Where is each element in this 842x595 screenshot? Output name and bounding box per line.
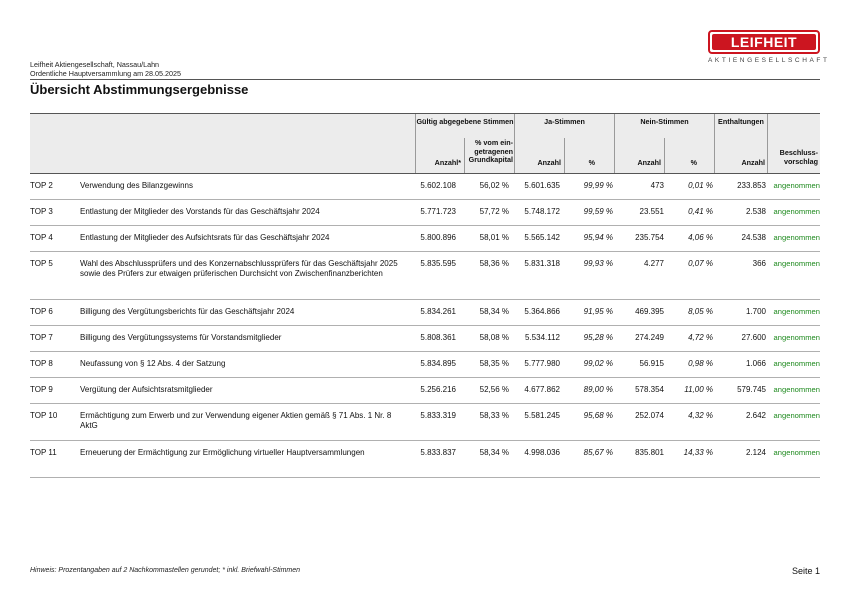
resolution-status: angenommen — [773, 233, 820, 242]
no-votes: 835.801 — [635, 448, 664, 457]
agenda-item-description: Billigung des Vergütungsberichts für das Geschäftsjahr 2024 — [80, 307, 295, 316]
agenda-item-number: TOP 9 — [30, 385, 53, 394]
no-votes: 578.354 — [635, 385, 664, 394]
header-beschluss: Beschluss-vorschlag — [779, 148, 818, 166]
valid-votes-capital-pct: 58,01 % — [479, 233, 509, 242]
valid-votes: 5.256.216 — [420, 385, 456, 394]
valid-votes: 5.834.261 — [420, 307, 456, 316]
header-enthaltungen: Enthaltungen — [718, 117, 764, 126]
yes-votes-pct: 99,99 % — [583, 181, 613, 190]
agenda-item-description: Billigung des Vergütungssystems für Vorstandsmitglieder — [80, 333, 282, 342]
logo-frame — [708, 30, 820, 54]
abstentions: 27.600 — [741, 333, 766, 342]
yes-votes-pct: 89,00 % — [583, 385, 613, 394]
yes-votes: 4.677.862 — [524, 385, 560, 394]
leifheit-logo — [708, 30, 830, 64]
valid-votes: 5.602.108 — [420, 181, 456, 190]
agenda-item-description: Vergütung der Aufsichtsratsmitglieder — [80, 385, 213, 394]
header-ja-pct: % — [588, 158, 595, 167]
no-votes-pct: 14,33 % — [683, 448, 713, 457]
header-nein-anzahl: Anzahl — [637, 158, 661, 167]
yes-votes-pct: 99,59 % — [583, 207, 613, 216]
valid-votes-capital-pct: 56,02 % — [479, 181, 509, 190]
valid-votes-capital-pct: 58,08 % — [479, 333, 509, 342]
no-votes: 23.551 — [639, 207, 664, 216]
header-pct-capital: % vom ein-getragenen Grundkapital — [468, 138, 513, 164]
resolution-status: angenommen — [773, 307, 820, 316]
logo-subtitle: AKTIENGESELLSCHAFT — [708, 57, 830, 64]
page-number: Seite 1 — [791, 566, 820, 576]
no-votes-pct: 0,98 % — [688, 359, 713, 368]
table-row — [30, 352, 820, 378]
table-row — [30, 441, 820, 478]
header-anzahl-star: Anzahl* — [434, 158, 461, 167]
abstentions: 366 — [752, 259, 766, 268]
column-divider — [564, 138, 565, 173]
table-row — [30, 174, 820, 200]
valid-votes: 5.833.837 — [420, 448, 456, 457]
agenda-item-description: Entlastung der Mitglieder des Aufsichtsrats für das Geschäftsjahr 2024 — [80, 233, 330, 242]
logo-wordmark: LEIFHEIT — [712, 34, 816, 50]
valid-votes: 5.833.319 — [420, 411, 456, 420]
yes-votes: 4.998.036 — [524, 448, 560, 457]
no-votes: 235.754 — [635, 233, 664, 242]
valid-votes: 5.808.361 — [420, 333, 456, 342]
header-enthaltungen-anzahl: Anzahl — [741, 158, 765, 167]
company-name: Leifheit Aktiengesellschaft, Nassau/Lahn — [30, 60, 160, 69]
abstentions: 233.853 — [737, 181, 766, 190]
yes-votes: 5.534.112 — [525, 333, 560, 342]
results-table — [30, 113, 820, 478]
abstentions: 1.700 — [745, 307, 766, 316]
agenda-item-number: TOP 8 — [30, 359, 53, 368]
no-votes-pct: 4,06 % — [688, 233, 713, 242]
agenda-item-number: TOP 4 — [30, 233, 53, 242]
footer-note: Hinweis: Prozentangaben auf 2 Nachkommastellen gerundet; * inkl. Briefwahl-Stimmen — [30, 567, 301, 574]
header-gueltig: Gültig abgegebene Stimmen — [416, 117, 514, 126]
resolution-status: angenommen — [773, 259, 820, 268]
agenda-item-number: TOP 6 — [30, 307, 53, 316]
yes-votes-pct: 99,02 % — [583, 359, 613, 368]
yes-votes: 5.601.635 — [524, 181, 560, 190]
table-body — [30, 174, 820, 478]
valid-votes: 5.835.595 — [420, 259, 456, 268]
no-votes: 4.277 — [643, 259, 664, 268]
abstentions: 2.124 — [745, 448, 766, 457]
table-row — [30, 404, 820, 441]
yes-votes-pct: 95,28 % — [583, 333, 613, 342]
abstentions: 2.642 — [745, 411, 766, 420]
column-divider — [664, 138, 665, 173]
resolution-status: angenommen — [773, 359, 820, 368]
yes-votes-pct: 95,94 % — [583, 233, 613, 242]
abstentions: 579.745 — [737, 385, 766, 394]
yes-votes: 5.777.980 — [524, 359, 560, 368]
table-row — [30, 252, 820, 300]
yes-votes-pct: 85,67 % — [583, 448, 613, 457]
table-row — [30, 326, 820, 352]
resolution-status: angenommen — [773, 207, 820, 216]
abstentions: 2.538 — [745, 207, 766, 216]
no-votes-pct: 0,07 % — [688, 259, 713, 268]
abstentions: 1.066 — [745, 359, 766, 368]
resolution-status: angenommen — [773, 411, 820, 420]
agenda-item-description: Verwendung des Bilanzgewinns — [80, 181, 193, 190]
valid-votes-capital-pct: 58,33 % — [479, 411, 509, 420]
yes-votes-pct: 95,68 % — [583, 411, 613, 420]
agenda-item-description: Entlastung der Mitglieder des Vorstands für das Geschäftsjahr 2024 — [80, 207, 320, 216]
valid-votes-capital-pct: 58,36 % — [479, 259, 509, 268]
no-votes: 473 — [650, 181, 664, 190]
yes-votes-pct: 99,93 % — [583, 259, 613, 268]
no-votes-pct: 4,72 % — [688, 333, 713, 342]
agenda-item-description: Erneuerung der Ermächtigung zur Ermöglichung virtueller Hauptversammlungen — [80, 448, 365, 457]
no-votes-pct: 11,00 % — [684, 385, 713, 394]
table-row — [30, 378, 820, 404]
table-row — [30, 200, 820, 226]
resolution-status: angenommen — [773, 181, 820, 190]
yes-votes: 5.364.866 — [524, 307, 560, 316]
no-votes: 274.249 — [635, 333, 664, 342]
no-votes: 56.915 — [639, 359, 664, 368]
agenda-item-number: TOP 10 — [30, 411, 58, 420]
agenda-item-number: TOP 3 — [30, 207, 53, 216]
header-nein-pct: % — [690, 158, 697, 167]
resolution-status: angenommen — [773, 385, 820, 394]
valid-votes-capital-pct: 57,72 % — [479, 207, 509, 216]
no-votes-pct: 0,01 % — [688, 181, 713, 190]
no-votes-pct: 0,41 % — [688, 207, 713, 216]
agenda-item-number: TOP 11 — [30, 448, 57, 457]
table-row — [30, 226, 820, 252]
abstentions: 24.538 — [741, 233, 766, 242]
meeting-date: Ordentliche Hauptversammlung am 28.05.2025 — [30, 69, 182, 78]
no-votes-pct: 8,05 % — [688, 307, 713, 316]
valid-votes-capital-pct: 52,56 % — [479, 385, 509, 394]
agenda-item-number: TOP 5 — [30, 259, 53, 268]
valid-votes-capital-pct: 58,35 % — [479, 359, 509, 368]
agenda-item-description: Ermächtigung zum Erwerb und zur Verwendung eigener Aktien gemäß § 71 Abs. 1 Nr. 8 AktG — [80, 411, 392, 430]
header-ja: Ja-Stimmen — [544, 117, 585, 126]
agenda-item-description: Neufassung von § 12 Abs. 4 der Satzung — [80, 359, 226, 368]
valid-votes-capital-pct: 58,34 % — [479, 307, 509, 316]
no-votes-pct: 4,32 % — [688, 411, 713, 420]
yes-votes: 5.831.318 — [524, 259, 560, 268]
no-votes: 252.074 — [635, 411, 664, 420]
table-header — [30, 113, 820, 174]
valid-votes: 5.800.896 — [420, 233, 456, 242]
page-title: Übersicht Abstimmungsergebnisse — [30, 82, 249, 97]
yes-votes-pct: 91,95 % — [583, 307, 613, 316]
company-info — [30, 60, 181, 78]
resolution-status: angenommen — [773, 333, 820, 342]
yes-votes: 5.565.142 — [524, 233, 560, 242]
resolution-status: angenommen — [773, 448, 820, 457]
agenda-item-number: TOP 7 — [30, 333, 53, 342]
no-votes: 469.395 — [635, 307, 664, 316]
agenda-item-description: Wahl des Abschlussprüfers und des Konzernabschlussprüfers für das Geschäftsjahr 2025 sowie des Prüfers zur etwaigen prüferischen Durchsicht von Zwischenfinanzberichten — [80, 259, 398, 278]
agenda-item-number: TOP 2 — [30, 181, 53, 190]
yes-votes: 5.581.245 — [524, 411, 560, 420]
valid-votes: 5.771.723 — [420, 207, 456, 216]
table-row — [30, 300, 820, 326]
valid-votes: 5.834.895 — [420, 359, 456, 368]
yes-votes: 5.748.172 — [524, 207, 560, 216]
valid-votes-capital-pct: 58,34 % — [479, 448, 509, 457]
header-ja-anzahl: Anzahl — [537, 158, 561, 167]
header-nein: Nein-Stimmen — [640, 117, 689, 126]
header-divider — [30, 79, 820, 80]
